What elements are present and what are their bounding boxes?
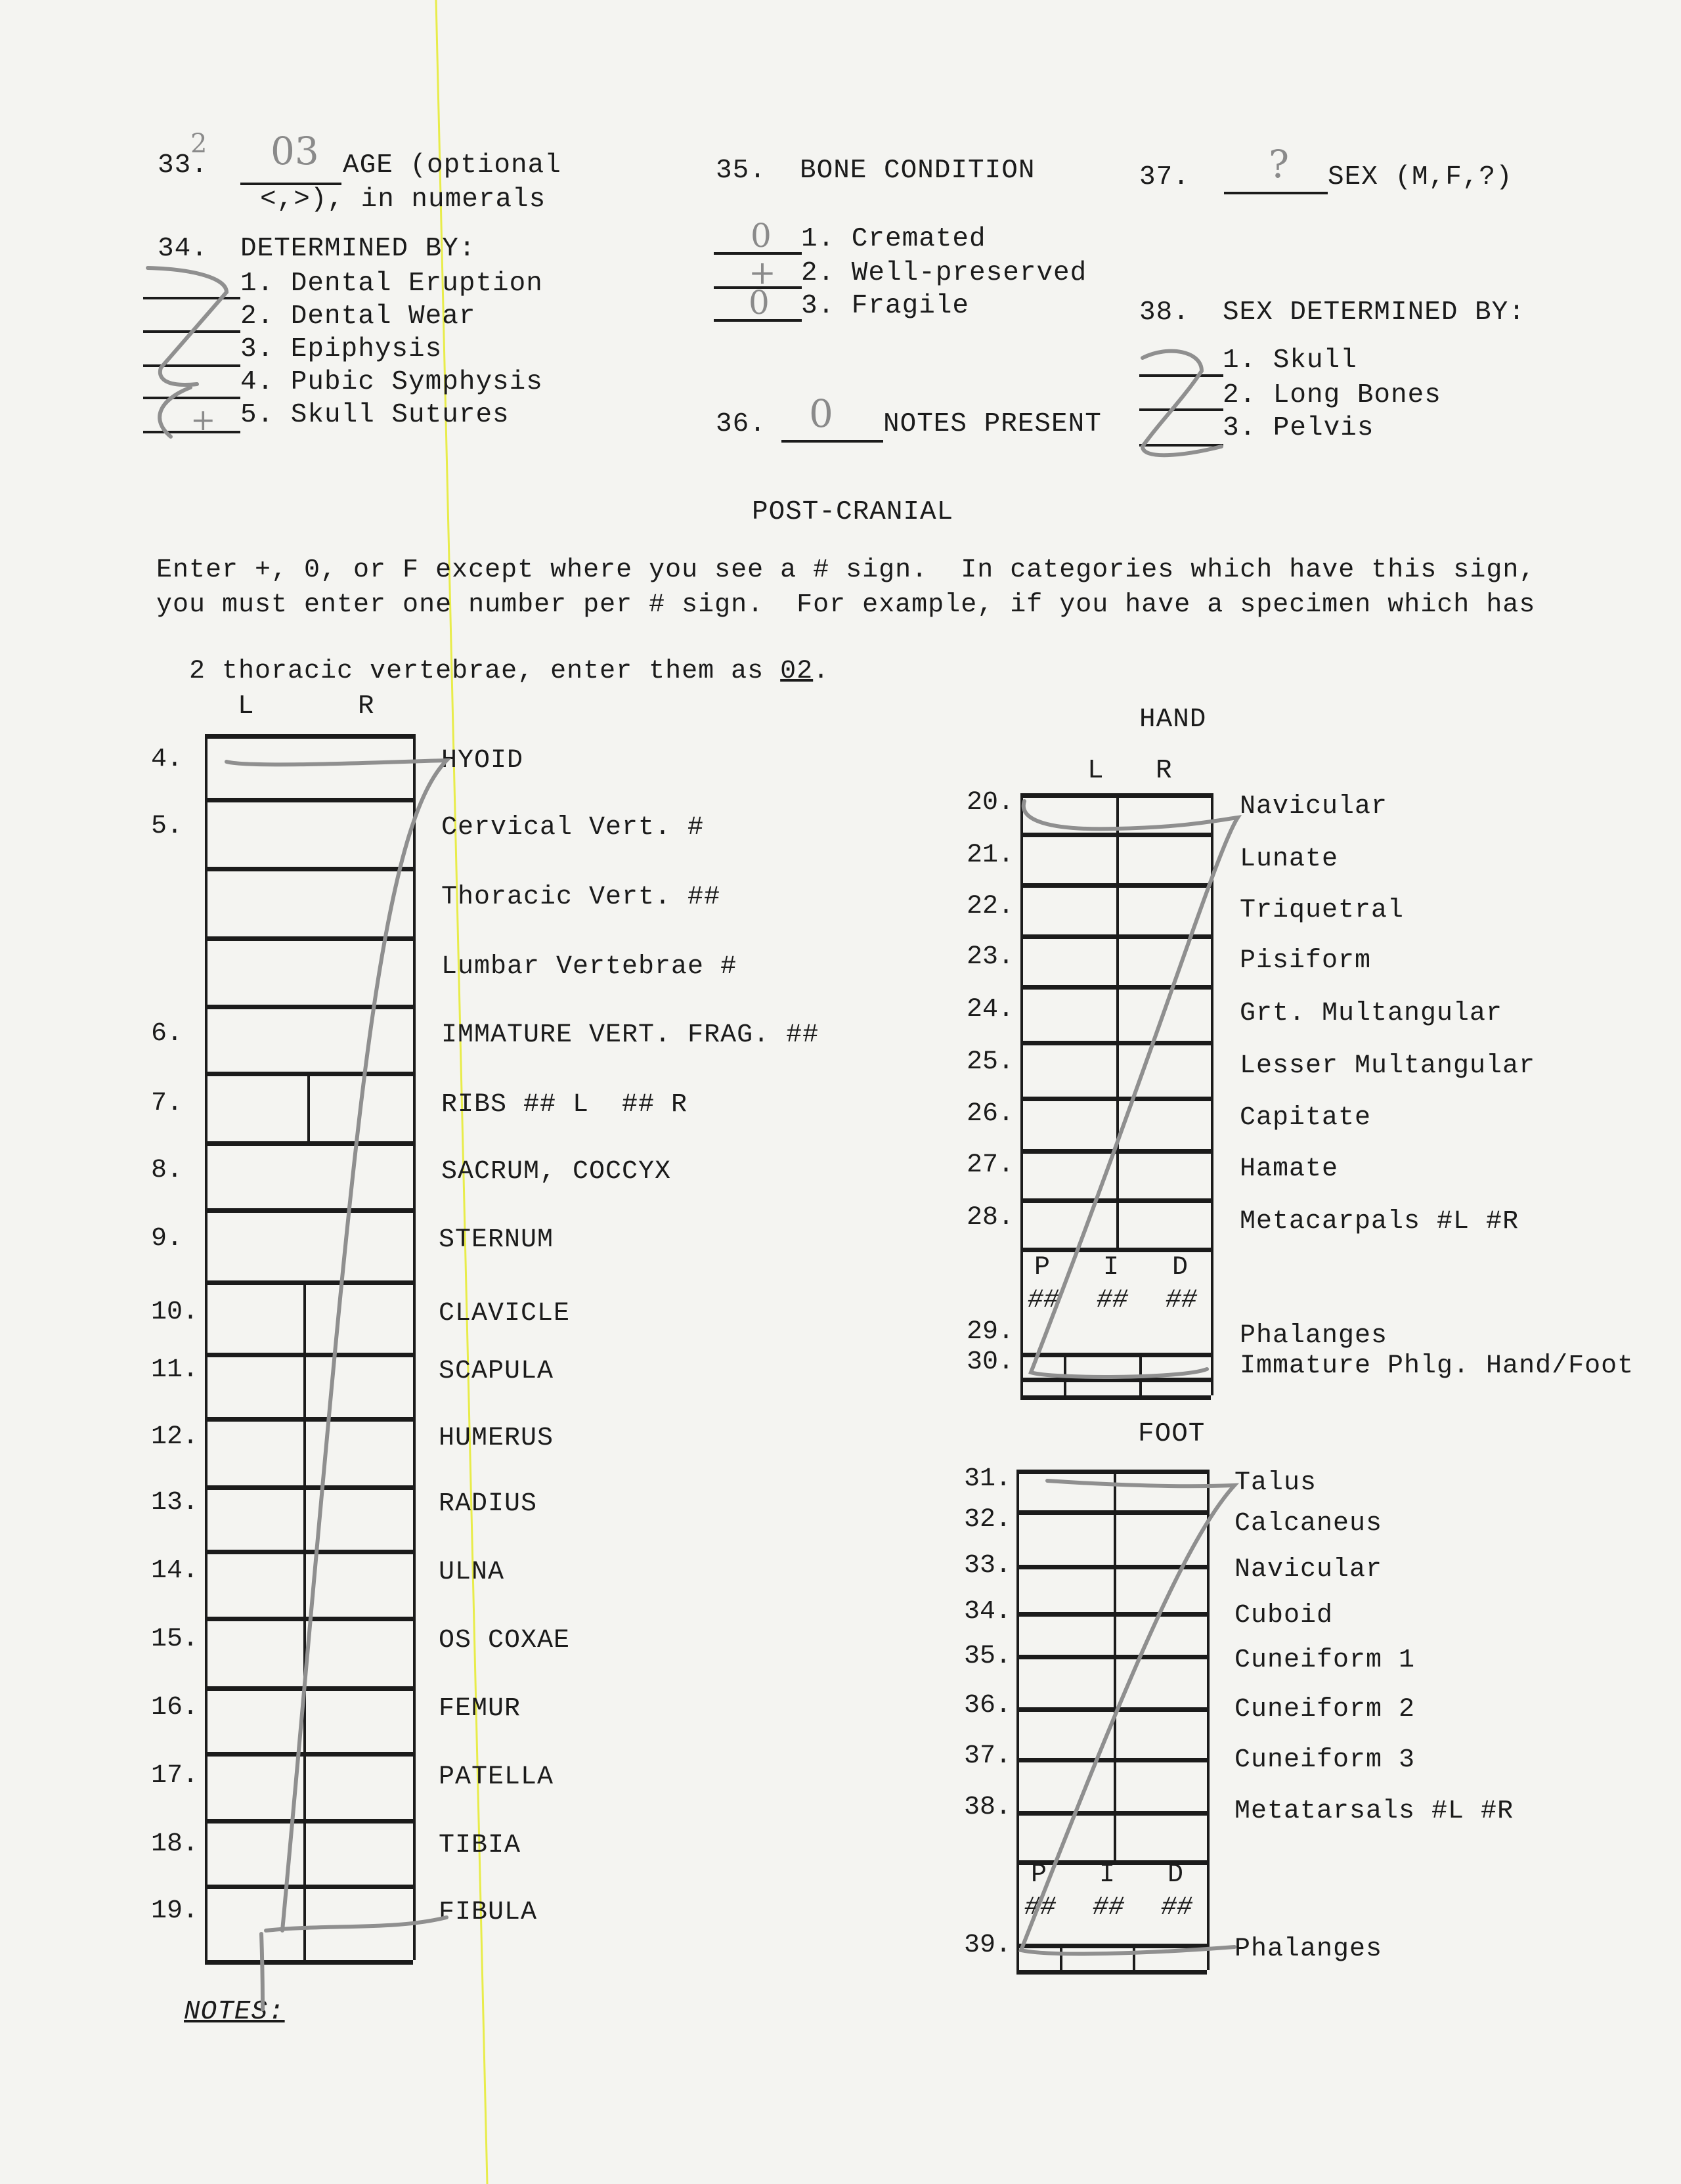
- fragile-blank[interactable]: [714, 319, 802, 322]
- row-label: HYOID: [441, 746, 524, 775]
- row-number: 34.: [964, 1597, 1012, 1627]
- column-header-left: L: [238, 691, 255, 722]
- row-number: 37.: [964, 1741, 1012, 1771]
- row-number: 25.: [967, 1047, 1015, 1077]
- cell-left[interactable]: [205, 1072, 307, 1141]
- row-label: TIBIA: [439, 1831, 521, 1860]
- cell-divider: [303, 1686, 306, 1752]
- post-cranial-title: POST-CRANIAL: [752, 497, 954, 527]
- cell-left[interactable]: [1020, 1041, 1116, 1097]
- row-number: 18.: [151, 1829, 199, 1859]
- cell-divider: [303, 1485, 306, 1550]
- option-blank[interactable]: [143, 330, 240, 333]
- cell-left[interactable]: [1016, 1612, 1114, 1655]
- age-determined-by-title: DETERMINED BY:: [240, 234, 476, 264]
- row-label: Cuneiform 3: [1234, 1745, 1416, 1775]
- cell-divider: [303, 1819, 306, 1885]
- cell-right[interactable]: [1116, 1612, 1204, 1655]
- row-label: Immature Phlg. Hand/Foot: [1240, 1351, 1634, 1381]
- item-35-number: 35.: [716, 156, 766, 186]
- row-number: 36.: [964, 1691, 1012, 1720]
- cell-left[interactable]: [205, 1417, 309, 1485]
- row-label: SACRUM, COCCYX: [441, 1157, 672, 1187]
- row-divider: [1016, 1970, 1207, 1975]
- row-label: Talus: [1234, 1468, 1317, 1498]
- cell-right[interactable]: [1119, 793, 1208, 833]
- cell-right[interactable]: [1116, 1565, 1204, 1612]
- well-preserved-mark: +: [749, 253, 776, 292]
- row-number: 29.: [967, 1317, 1015, 1347]
- phalanx-header-letter: D: [1168, 1860, 1184, 1890]
- phalanx-header-marks: ##: [1161, 1893, 1193, 1923]
- row-label: CLAVICLE: [439, 1299, 571, 1328]
- option-blank[interactable]: [1139, 374, 1223, 377]
- row-number: 21.: [967, 841, 1015, 870]
- cell-right[interactable]: [309, 1819, 410, 1885]
- hand-column-header-right: R: [1156, 756, 1173, 786]
- row-label: PATELLA: [439, 1762, 554, 1792]
- row-label: Lesser Multangular: [1240, 1051, 1536, 1081]
- option-blank[interactable]: [1139, 444, 1223, 447]
- column-header-right: R: [358, 691, 375, 722]
- cell-left[interactable]: [1020, 833, 1116, 883]
- cell-entry[interactable]: [205, 867, 410, 936]
- option-skull-sutures: 5. Skull Sutures: [240, 400, 510, 430]
- cell-right[interactable]: [1119, 934, 1208, 985]
- age-handwritten-value[interactable]: 03: [271, 129, 319, 173]
- option-skull: 1. Skull: [1223, 345, 1357, 376]
- row-number: 24.: [967, 995, 1015, 1024]
- cell-right[interactable]: [1119, 985, 1208, 1041]
- instructions-line-1: Enter +, 0, or F except where you see a # sign. In categories which have this sign,: [156, 556, 1536, 585]
- cell-right[interactable]: [1119, 883, 1208, 934]
- cell-left[interactable]: [205, 1885, 309, 1960]
- option-blank[interactable]: [143, 364, 240, 367]
- sex-handwritten-value[interactable]: ?: [1269, 142, 1290, 186]
- row-number: 15.: [151, 1625, 199, 1654]
- cell-right[interactable]: [309, 1752, 410, 1819]
- cell-left[interactable]: [1016, 1655, 1114, 1707]
- cell-left[interactable]: [205, 1353, 309, 1417]
- cell-right[interactable]: [309, 1686, 410, 1752]
- row-number: 31.: [964, 1464, 1012, 1494]
- row-label: Lumbar Vertebrae #: [441, 952, 737, 982]
- cell-left[interactable]: [205, 1550, 309, 1617]
- age-label-line1: AGE (optional: [343, 150, 561, 181]
- cell-right[interactable]: [1119, 1198, 1208, 1248]
- row-number: 8.: [151, 1156, 183, 1185]
- cell-distal[interactable]: [1142, 1353, 1208, 1378]
- cell-divider: [303, 1752, 306, 1819]
- cell-divider: [303, 1885, 306, 1960]
- row-number: 11.: [151, 1355, 199, 1385]
- row-number: 12.: [151, 1422, 199, 1452]
- instructions-line-3-text: 2 thoracic vertebrae, enter them as: [189, 657, 781, 686]
- cell-right[interactable]: [1116, 1655, 1204, 1707]
- example-suffix: .: [813, 657, 830, 686]
- cell-left[interactable]: [1016, 1565, 1114, 1612]
- cell-left[interactable]: [1020, 934, 1116, 985]
- cell-left[interactable]: [205, 1617, 309, 1686]
- cell-distal[interactable]: [1135, 1944, 1204, 1970]
- cell-entry[interactable]: [205, 734, 410, 798]
- phalanx-header-letter: D: [1172, 1253, 1189, 1282]
- cell-right[interactable]: [309, 1072, 410, 1141]
- phalanx-header-letter: P: [1034, 1253, 1051, 1282]
- cell-right[interactable]: [1119, 1149, 1208, 1198]
- sex-label: SEX (M,F,?): [1328, 162, 1513, 192]
- cell-entry[interactable]: [205, 1141, 410, 1208]
- option-blank[interactable]: [143, 297, 240, 299]
- notes-label: NOTES:: [184, 1997, 285, 2027]
- age-prefix-handwritten: 2: [190, 129, 207, 159]
- cell-intermediate[interactable]: [1066, 1378, 1139, 1395]
- phalanx-header-letter: I: [1099, 1860, 1116, 1890]
- cell-entry[interactable]: [205, 936, 410, 1005]
- cell-right[interactable]: [309, 1885, 410, 1960]
- row-number: 39.: [964, 1931, 1012, 1960]
- notes-present-input-line[interactable]: [781, 440, 883, 443]
- option-cremated: 1. Cremated: [801, 224, 986, 254]
- cell-right[interactable]: [309, 1550, 410, 1617]
- row-label: Cuboid: [1234, 1601, 1334, 1630]
- row-number: 38.: [964, 1793, 1012, 1822]
- row-number: 20.: [967, 788, 1015, 818]
- row-number: 13.: [151, 1488, 199, 1518]
- row-number: 33.: [964, 1551, 1012, 1581]
- row-number: 6.: [151, 1019, 183, 1049]
- option-well-preserved: 2. Well-preserved: [801, 258, 1087, 288]
- cell-right[interactable]: [309, 1617, 410, 1686]
- instructions-line-3: [156, 624, 829, 688]
- row-label: Cuneiform 2: [1234, 1695, 1416, 1724]
- cell-proximal[interactable]: [1020, 1378, 1064, 1395]
- option-dental-wear: 2. Dental Wear: [240, 301, 476, 332]
- cell-right[interactable]: [1119, 1097, 1208, 1149]
- cell-right[interactable]: [1116, 1470, 1204, 1510]
- row-number: 28.: [967, 1203, 1015, 1233]
- row-label: SCAPULA: [439, 1357, 554, 1386]
- skull-sutures-mark: +: [190, 402, 216, 437]
- sex-input-line[interactable]: [1224, 192, 1328, 194]
- item-37-number: 37.: [1139, 162, 1190, 192]
- cell-right[interactable]: [1116, 1758, 1204, 1811]
- cell-divider: [303, 1417, 306, 1485]
- row-label: Metacarpals #L #R: [1240, 1207, 1519, 1236]
- example-value: 02: [780, 657, 814, 686]
- row-number: 30.: [967, 1347, 1015, 1377]
- row-label: ULNA: [439, 1558, 505, 1587]
- option-pubic-symphysis: 4. Pubic Symphysis: [240, 367, 543, 397]
- foot-table-title: FOOT: [1138, 1419, 1206, 1449]
- bone-condition-title: BONE CONDITION: [800, 156, 1036, 186]
- cell-left[interactable]: [205, 1280, 309, 1353]
- cell-right[interactable]: [309, 1485, 410, 1550]
- cell-right[interactable]: [309, 1280, 410, 1353]
- row-divider: [205, 1960, 413, 1965]
- option-dental-eruption: 1. Dental Eruption: [240, 269, 543, 299]
- row-label: Cervical Vert. #: [441, 813, 705, 842]
- cell-left[interactable]: [1020, 985, 1116, 1041]
- cell-intermediate[interactable]: [1066, 1353, 1139, 1378]
- hand-column-header-left: L: [1087, 756, 1104, 786]
- row-number: 32.: [964, 1505, 1012, 1535]
- age-label-line2: <,>), in numerals: [260, 185, 546, 215]
- phalanx-header-letter: P: [1031, 1860, 1047, 1890]
- row-label: Metatarsals #L #R: [1234, 1797, 1514, 1826]
- row-divider: [1020, 1395, 1211, 1400]
- row-label: Phalanges: [1234, 1934, 1383, 1964]
- cell-right[interactable]: [309, 1417, 410, 1485]
- row-number: 27.: [967, 1150, 1015, 1180]
- cell-divider: [303, 1353, 306, 1417]
- hand-table-title: HAND: [1139, 705, 1207, 735]
- cell-divider: [303, 1550, 306, 1617]
- cell-entry[interactable]: [205, 798, 410, 867]
- cell-right[interactable]: [1119, 1041, 1208, 1097]
- row-number: 5.: [151, 812, 183, 841]
- cell-right[interactable]: [1116, 1811, 1204, 1860]
- item-38-number: 38.: [1139, 297, 1190, 328]
- phalanx-header-marks: ##: [1097, 1286, 1129, 1315]
- item-36-number: 36.: [716, 409, 766, 439]
- cell-entry[interactable]: [205, 1005, 410, 1072]
- row-label: Navicular: [1240, 792, 1388, 821]
- row-label: OS COXAE: [439, 1626, 571, 1655]
- row-label: IMMATURE VERT. FRAG. ##: [441, 1020, 819, 1050]
- row-label: RADIUS: [439, 1489, 538, 1519]
- cell-intermediate[interactable]: [1062, 1944, 1133, 1970]
- row-number: 17.: [151, 1761, 199, 1791]
- fragile-mark: 0: [749, 284, 770, 322]
- row-label: FEMUR: [439, 1694, 521, 1724]
- cell-divider: [303, 1617, 306, 1686]
- cell-left[interactable]: [1016, 1811, 1114, 1860]
- cell-right[interactable]: [1116, 1510, 1204, 1565]
- cell-left[interactable]: [1016, 1470, 1114, 1510]
- row-label: HUMERUS: [439, 1424, 554, 1453]
- option-blank[interactable]: [143, 397, 240, 399]
- phalanx-header-marks: ##: [1028, 1286, 1060, 1315]
- cell-left[interactable]: [1020, 1149, 1116, 1198]
- option-long-bones: 2. Long Bones: [1223, 380, 1441, 410]
- notes-present-label: NOTES PRESENT: [883, 409, 1102, 439]
- cremated-mark: 0: [751, 217, 772, 255]
- cell-left[interactable]: [1020, 883, 1116, 934]
- row-number: 23.: [967, 942, 1015, 972]
- cell-left[interactable]: [1020, 1097, 1116, 1149]
- row-label: Calcaneus: [1234, 1509, 1383, 1539]
- cell-left[interactable]: [205, 1686, 309, 1752]
- cell-right[interactable]: [1119, 833, 1208, 883]
- cell-left[interactable]: [205, 1752, 309, 1819]
- cell-proximal[interactable]: [1020, 1353, 1064, 1378]
- option-blank[interactable]: [1139, 408, 1223, 411]
- row-number: 26.: [967, 1099, 1015, 1129]
- instructions-line-2: you must enter one number per # sign. For example, if you have a specimen which has: [156, 590, 1536, 620]
- row-number: 35.: [964, 1642, 1012, 1671]
- cell-right[interactable]: [309, 1353, 410, 1417]
- option-fragile: 3. Fragile: [801, 291, 970, 321]
- row-label: Navicular: [1234, 1555, 1383, 1584]
- row-number: 16.: [151, 1693, 199, 1722]
- row-number: 4.: [151, 745, 183, 774]
- row-number: 7.: [151, 1089, 183, 1118]
- phalanx-header-letter: I: [1103, 1253, 1120, 1282]
- cell-left[interactable]: [1020, 793, 1116, 833]
- phalanx-header-marks: ##: [1093, 1893, 1125, 1923]
- cell-left[interactable]: [1020, 1198, 1116, 1248]
- cell-entry[interactable]: [205, 1208, 410, 1280]
- item-33-number: 33.: [158, 150, 208, 181]
- notes-area[interactable]: [184, 2036, 1497, 2154]
- row-label: FIBULA: [439, 1898, 538, 1927]
- cell-left[interactable]: [1016, 1758, 1114, 1811]
- row-label: Thoracic Vert. ##: [441, 883, 721, 912]
- row-label: STERNUM: [439, 1225, 554, 1255]
- cell-proximal[interactable]: [1016, 1944, 1060, 1970]
- option-pelvis: 3. Pelvis: [1223, 413, 1374, 443]
- row-label: RIBS ## L ## R: [441, 1090, 688, 1120]
- cell-left[interactable]: [205, 1819, 309, 1885]
- cell-left[interactable]: [205, 1485, 309, 1550]
- notes-present-handwritten[interactable]: 0: [809, 391, 833, 436]
- row-number: 9.: [151, 1224, 183, 1254]
- row-label: Cuneiform 1: [1234, 1646, 1416, 1675]
- row-label: Grt. Multangular: [1240, 999, 1503, 1028]
- row-label: Pisiform: [1240, 946, 1372, 976]
- cell-distal[interactable]: [1142, 1378, 1208, 1395]
- row-label: Triquetral: [1240, 896, 1405, 925]
- cell-right[interactable]: [1116, 1707, 1204, 1758]
- row-label: Lunate: [1240, 844, 1339, 874]
- cell-left[interactable]: [1016, 1707, 1114, 1758]
- row-label: Capitate: [1240, 1103, 1372, 1133]
- cell-left[interactable]: [1016, 1510, 1114, 1565]
- sex-determined-by-title: SEX DETERMINED BY:: [1223, 297, 1525, 328]
- row-number: 10.: [151, 1298, 199, 1327]
- phalanx-header-marks: ##: [1166, 1286, 1198, 1315]
- row-divider: [1020, 1248, 1211, 1252]
- row-number: 14.: [151, 1556, 199, 1586]
- row-number: 22.: [967, 892, 1015, 921]
- cell-divider: [303, 1280, 306, 1353]
- row-number: 19.: [151, 1896, 199, 1926]
- item-34-number: 34.: [158, 234, 208, 264]
- row-label: Hamate: [1240, 1154, 1339, 1184]
- row-label: Phalanges: [1240, 1321, 1388, 1351]
- option-epiphysis: 3. Epiphysis: [240, 334, 443, 364]
- phalanx-header-marks: ##: [1024, 1893, 1057, 1923]
